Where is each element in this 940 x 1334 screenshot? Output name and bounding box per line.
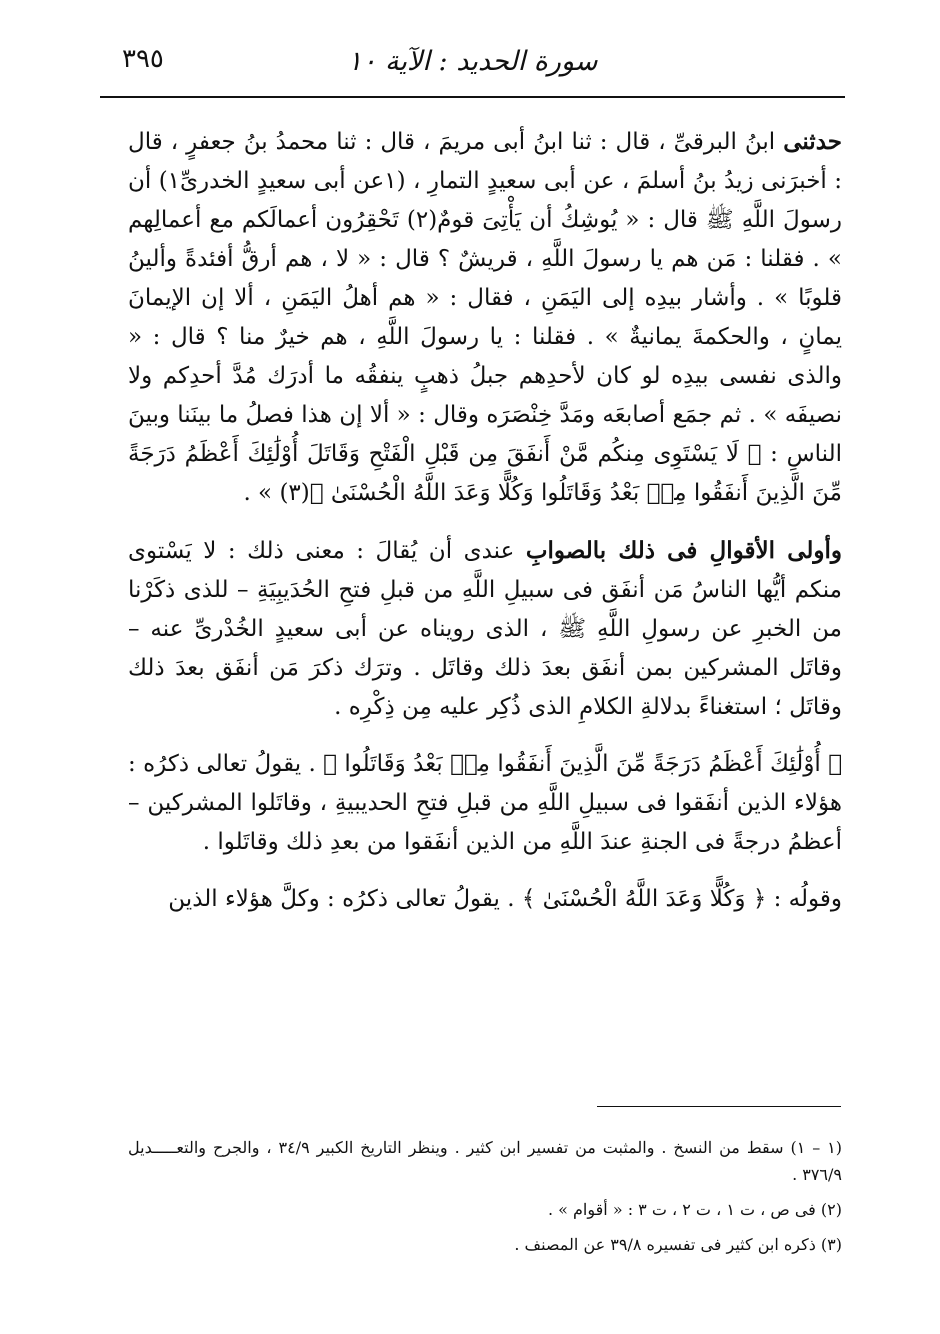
main-text bbox=[128, 122, 842, 937]
header-divider bbox=[100, 96, 845, 98]
footnote-divider bbox=[597, 1106, 841, 1107]
paragraph-text: وقولُه : ﴿ وَكُلًّا وَعَدَ اللَّهُ الْحُسْنَىٰ ﴾ . يقولُ تعالى ذكرُه : وكلَّ هؤلاء الذين bbox=[168, 886, 842, 912]
paragraph-text: ﴿ أُوْلَٰئِكَ أَعْظَمُ دَرَجَةً مِّنَ الَّذِينَ أَنفَقُوا مِنۢ بَعْدُ وَقَاتَلُوا ﴾ . يقولُ تعالى ذكرُه : هؤلاء الذين أنفَقوا فى سبيلِ اللَّهِ من قبلِ فتحِ الحديبيةِ ، وقاتَلوا المشركين – أعظمُ درجةً فى الجنةِ عندَ اللَّهِ من الذين أنفَقوا من بعدِ ذلك وقاتَلوا . bbox=[128, 751, 842, 855]
paragraph-lead: وأولى الأقوالِ فى ذلك بالصوابِ bbox=[525, 537, 842, 564]
paragraph-interpretation bbox=[128, 531, 842, 727]
page-number: ٣٩٥ bbox=[122, 44, 164, 74]
paragraph-verse-commentary bbox=[128, 745, 842, 862]
paragraph-hadith bbox=[128, 122, 842, 513]
paragraph-text: ابنُ البرقىِّ ، قال : ثنا ابنُ أبى مريمَ ، قال : ثنا محمدُ بنُ جعفرٍ ، قال : أخبرَنى زيدُ بنُ أسلمَ ، عن أبى سعيدٍ التمارِ ، (١عن أبى سعيدٍ الخدرىِّ١) أن رسولَ اللَّهِ ﷺ قال : « يُوشِكُ أن يَأْتِىَ قومٌ(٢) تَحْقِرُون أعمالَكم مع أعمالِهم » . فقلنا : مَن هم يا رسولَ اللَّهِ ، قريشٌ ؟ قال : « لا ، هم أرقُّ أفئدةً وألينُ قلوبًا » . وأشار بيدِه إلى اليَمَنِ ، فقال : « هم أهلُ اليَمَنِ ، ألا إن الإيمانَ يمانٍ ، والحكمةَ يمانيةٌ » . فقلنا : يا رسولَ اللَّهِ ، هم خيرٌ منا ؟ قال : « والذى نفسى بيدِه لو كان لأحدِهم جبلُ ذهبٍ ينفقُه ما أدرَك مُدَّ أحدِكم ولا نصيفَه » . ثم جمَع أصابعَه ومَدَّ خِنْصَرَه وقال : « ألا إن هذا فصلُ ما بينَنا وبينَ الناسِ : ﴿ لَا يَسْتَوِى مِنكُم مَّنْ أَنفَقَ مِن قَبْلِ الْفَتْحِ وَقَاتَلَ أُوْلَٰئِكَ أَعْظَمُ دَرَجَةً مِّنَ الَّذِينَ أَنفَقُوا مِنۢ بَعْدُ وَقَاتَلُوا وَكُلًّا وَعَدَ اللَّهُ الْحُسْنَىٰ ﴾(٣) » . bbox=[128, 129, 842, 506]
paragraph-text: عندى أن يُقالَ : معنى ذلك : لا يَسْتوى منكم أيُّها الناسُ مَن أنفَق فى سبيلِ اللَّهِ من قبلِ فتحِ الحُدَيبِيَةِ – للذى ذكَرْنا من الخبرِ عن رسولِ اللَّهِ ﷺ ، الذى رويناه عن أبى سعيدٍ الخُدْرىِّ عنه – وقاتَل المشركين بمن أنفَق بعدَ ذلك وقاتَل . وترَك ذكرَ مَن أنفَق بعدَ ذلك وقاتَل ؛ استغناءً بدلالةِ الكلامِ الذى ذُكِر عليه مِن ذِكْرِه . bbox=[128, 538, 842, 720]
running-header bbox=[100, 40, 845, 90]
paragraph-continuation bbox=[128, 880, 842, 919]
paragraph-lead: حدثنى bbox=[783, 128, 842, 155]
footnotes bbox=[128, 1134, 842, 1266]
footnote-3: (٣) ذكره ابن كثير فى تفسيره ٣٩/٨ عن المصنف . bbox=[514, 1235, 842, 1254]
footnote-1: (١ – ١) سقط من النسخ . والمثبت من تفسير ابن كثير . وينظر التاريخ الكبير ٣٤/٩ ، والجرح والتعـــــديل ٣٧٦/٩ . bbox=[128, 1138, 843, 1184]
running-title: سورة الحديد : الآية ١٠ bbox=[347, 46, 598, 77]
footnote-2: (٢) فى ص ، ت ١ ، ت ٢ ، ت ٣ : « أقوام » . bbox=[547, 1200, 842, 1219]
